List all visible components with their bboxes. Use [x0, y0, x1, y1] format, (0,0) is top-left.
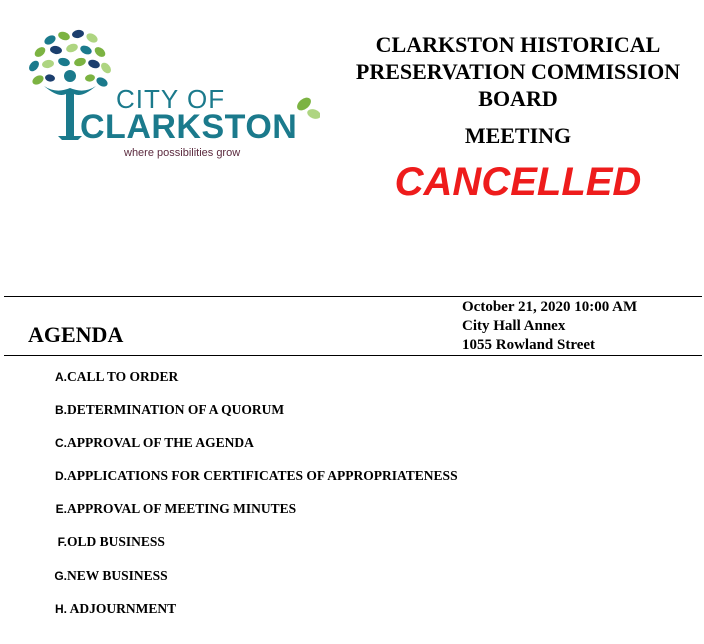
agenda-item-text: CALL TO ORDER — [67, 369, 179, 384]
top-divider — [4, 296, 702, 297]
agenda-items — [40, 368, 458, 633]
agenda-item-text: APPROVAL OF MEETING MINUTES — [67, 501, 297, 517]
agenda-item — [40, 500, 458, 533]
agenda-item-text: ADJOURNMENT — [67, 600, 177, 616]
agenda-item-marker: F. — [57, 535, 67, 550]
accent-leaves — [295, 95, 320, 121]
title-line-1: CLARKSTON HISTORICAL — [375, 32, 661, 57]
agenda-item — [40, 368, 458, 401]
logo-tagline: where possibilities grow — [124, 147, 241, 159]
agenda-item — [40, 467, 458, 500]
meeting-address: 1055 Rowland Street — [462, 337, 596, 353]
bottom-divider — [4, 355, 702, 356]
cancelled-status: CANCELLED — [394, 160, 642, 204]
agenda-heading: AGENDA — [28, 322, 124, 347]
agenda-item — [40, 401, 458, 434]
agenda-item-text: OLD BUSINESS — [67, 534, 165, 550]
meeting-label: MEETING — [464, 123, 572, 148]
agenda-item-marker: B. — [55, 403, 67, 418]
agenda-item-text: APPROVAL OF THE AGENDA — [67, 435, 254, 451]
agenda-item — [40, 533, 458, 566]
meeting-date-time: October 21, 2020 10:00 AM — [462, 299, 638, 315]
agenda-item-marker: D. — [55, 469, 67, 484]
agenda-item-marker: G. — [54, 568, 67, 583]
agenda-item-marker: H. — [55, 601, 67, 616]
agenda-item — [40, 600, 458, 633]
tree-logo-icon — [20, 28, 320, 162]
agenda-item — [40, 434, 458, 467]
title-line-2: PRESERVATION COMMISSION — [355, 59, 681, 84]
title-line-3: BOARD — [478, 86, 558, 111]
agenda-item-text: DETERMINATION OF A QUORUM — [67, 402, 285, 418]
meeting-info — [462, 298, 637, 355]
city-of-clarkston-logo — [20, 28, 320, 162]
agenda-item-text: NEW BUSINESS — [67, 567, 168, 583]
logo-city-of: CITY OF — [116, 84, 226, 114]
document-title — [332, 31, 704, 112]
meeting-location: City Hall Annex — [462, 318, 566, 334]
agenda-item-marker: E. — [55, 502, 67, 517]
agenda-item-marker: A. — [55, 370, 67, 384]
logo-clarkston: CLARKSTON — [80, 108, 298, 146]
agenda-item-text: APPLICATIONS FOR CERTIFICATES OF APPROPRIATENESS — [67, 468, 458, 484]
agenda-item — [40, 567, 458, 600]
agenda-item-marker: C. — [55, 436, 67, 451]
